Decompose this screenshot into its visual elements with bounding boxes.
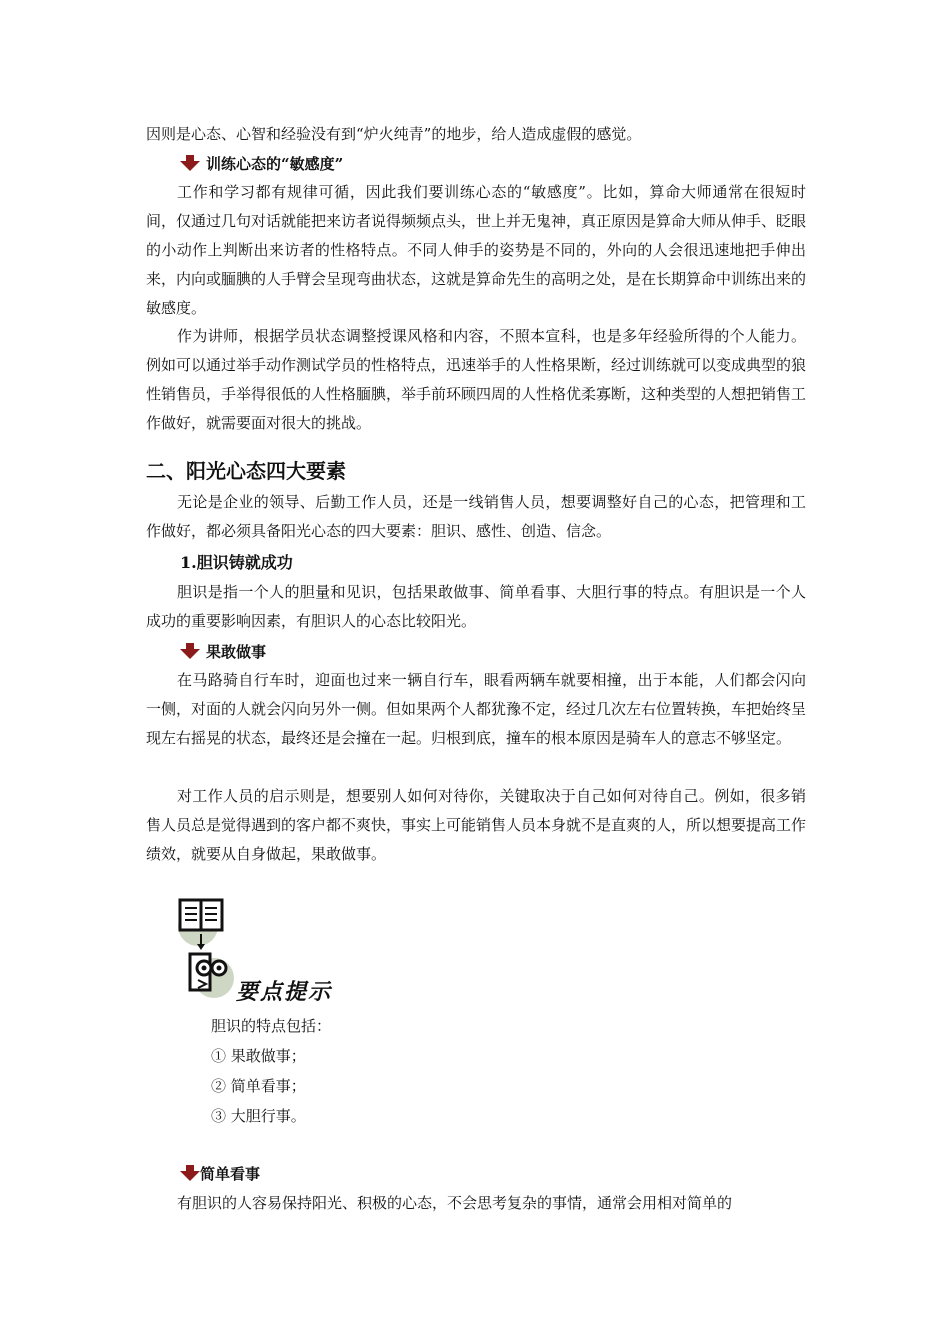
paragraph-decisive-2: 对工作人员的启示则是，想要别人如何对待你，关键取决于自己如何对待自己。例如，很多销售人员总是觉得遇到的客户都不爽快，事实上可能销售人员本身就不是直爽的人，所以想要提高工作绩效，就要从自身做起，果敢做事。 xyxy=(146,787,807,863)
subheading-decisive xyxy=(180,640,266,662)
key-points-title: 要点提示 xyxy=(236,979,333,1005)
paragraph-decisive-1: 在马路骑自行车时，迎面也过来一辆自行车，眼看两辆车就要相撞，出于本能，人们都会闪向一侧，对面的人就会闪向另外一侧。但如果两个人都犹豫不定，经过几次左右位置转换，车把始终呈现左右摇晃的状态，最终还是会撞在一起。归根到底，撞车的根本原因是骑车人的意志不够坚定。 xyxy=(146,671,807,747)
arrow-bullet-icon xyxy=(180,1165,200,1181)
paragraph-four-elements: 无论是企业的领导、后勤工作人员，还是一线销售人员，想要调整好自己的心态，把管理和工作做好，都必须具备阳光心态的四大要素：胆识、感性、创造、信念。 xyxy=(146,493,806,540)
paragraph-sensitivity-1: 工作和学习都有规律可循，因此我们要训练心态的“敏感度”。比如，算命大师通常在很短时间，仅通过几句对话就能把来访者说得频频点头，世上并无鬼神，真正原因是算命大师从伸手、眨眼的小动作上判断出来访者的性格特点。不同人伸手的姿势是不同的，外向的人会很迅速地把手伸出来，内向或腼腆的人手臂会呈现弯曲状态，这就是算命先生的高明之处，是在长期算命中训练出来的敏感度。 xyxy=(146,183,807,317)
arrow-bullet-icon xyxy=(180,155,200,171)
key-point-item: ② 简单看事； xyxy=(211,1077,306,1095)
paragraph-intro-end: 因则是心态、心智和经验没有到“炉火纯青”的地步，给人造成虚假的感觉。 xyxy=(146,125,642,143)
subheading-decisive-text: 果敢做事 xyxy=(206,642,267,661)
key-points-intro: 胆识的特点包括： xyxy=(211,1017,332,1035)
subheading-sensitivity-text: 训练心态的“敏感度” xyxy=(206,154,344,173)
key-point-item: ① 果敢做事； xyxy=(211,1047,306,1065)
paragraph-courage: 胆识是指一个人的胆量和见识，包括果敢做事、简单看事、大胆行事的特点。有胆识是一个人成功的重要影响因素，有胆识人的心态比较阳光。 xyxy=(146,583,806,630)
paragraph-simple: 有胆识的人容易保持阳光、积极的心态，不会思考复杂的事情，通常会用相对简单的 xyxy=(177,1194,733,1212)
key-points-list xyxy=(211,1011,331,1131)
subheading-simple xyxy=(180,1162,260,1184)
subsection-heading-courage: 1.胆识铸就成功 xyxy=(180,553,293,572)
subheading-sensitivity xyxy=(180,152,343,174)
paragraph-sensitivity-2: 作为讲师，根据学员状态调整授课风格和内容，不照本宣科，也是多年经验所得的个人能力。例如可以通过举手动作测试学员的性格特点，迅速举手的人性格果断，经过训练就可以变成典型的狼性销售员，手举得很低的人性格腼腆，举手前环顾四周的人性格优柔寡断，这种类型的人想把销售工作做好，就需要面对很大的挑战。 xyxy=(146,327,807,432)
arrow-bullet-icon xyxy=(180,643,200,659)
key-point-item: ③ 大胆行事。 xyxy=(211,1107,306,1125)
subheading-simple-text: 简单看事 xyxy=(200,1164,261,1183)
section-heading-four-elements: 二、阳光心态四大要素 xyxy=(146,459,346,483)
key-points-icon xyxy=(176,896,236,1000)
